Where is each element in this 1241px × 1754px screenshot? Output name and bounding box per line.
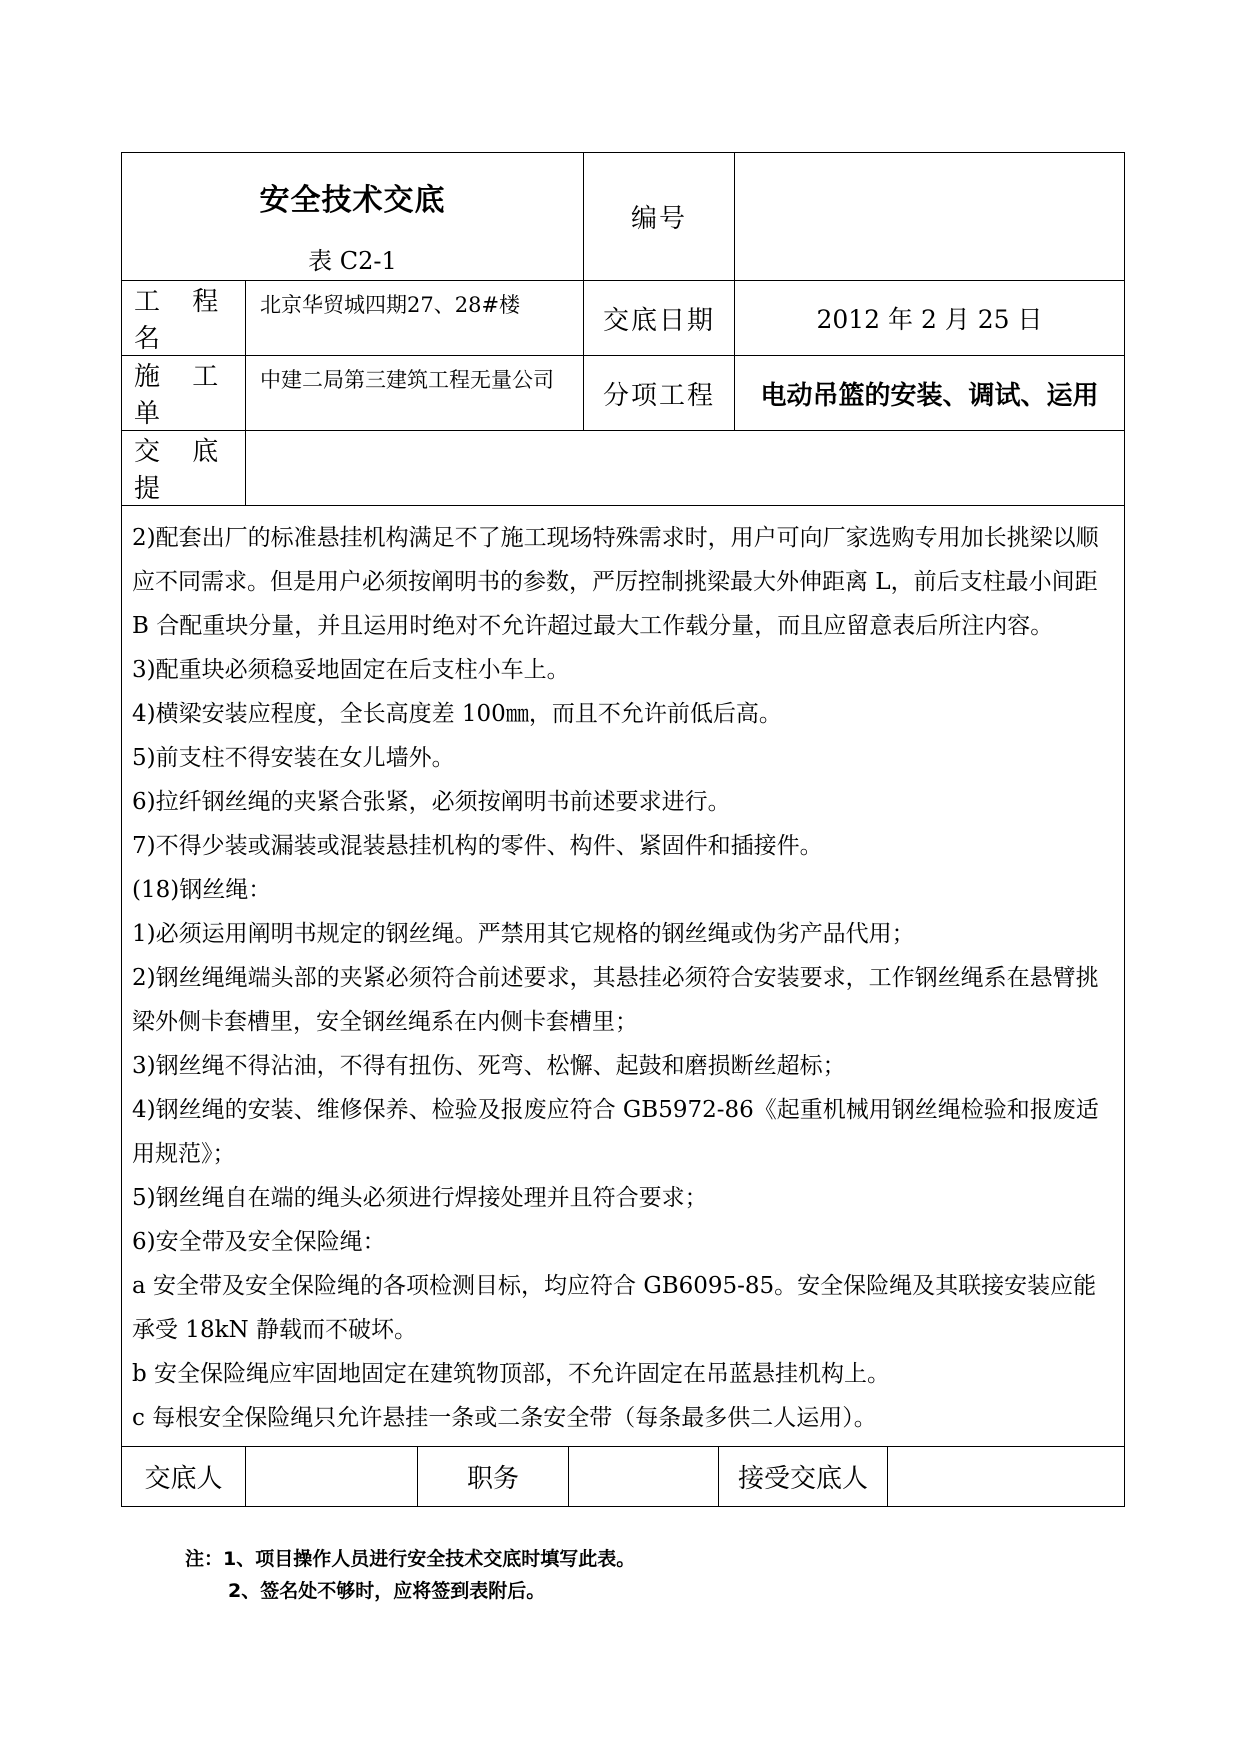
content-paragraph: 6)安全带及安全保险绳：: [132, 1229, 386, 1255]
unit-label: 施 工 单: [122, 356, 246, 431]
discloser-value[interactable]: [246, 1447, 418, 1507]
content-paragraph: 1)必须运用阐明书规定的钢丝绳。严禁用其它规格的钢丝绳或伪劣产品代用；: [132, 921, 915, 947]
receiver-label: 接受交底人: [719, 1447, 888, 1507]
content-paragraph: b 安全保险绳应牢固地固定在建筑物顶部，不允许固定在吊蓝悬挂机构上。: [132, 1361, 891, 1387]
content-paragraph: 2)配套出厂的标准悬挂机构满足不了施工现场特殊需求时，用户可向厂家选购专用加长挑梁以顺应不同需求。但是用户必须按阐明书的参数，严厉控制挑梁最大外伸距离 L，前后支柱最小间距 B 合配重块分量，并且运用时绝对不允许超过最大工作载分量，而且应留意表后所注内容。: [132, 525, 1099, 639]
form-number-code: 表 C2-1: [308, 247, 397, 275]
content-paragraph: 5)钢丝绳自在端的绳头必须进行焊接处理并且符合要求；: [132, 1185, 708, 1211]
form-notes: [185, 1543, 635, 1607]
note-line-1: 注：1、项目操作人员进行安全技术交底时填写此表。: [185, 1548, 636, 1570]
position-label: 职务: [418, 1447, 569, 1507]
content-paragraph: 2)钢丝绳绳端头部的夹紧必须符合前述要求，其悬挂必须符合安装要求，工作钢丝绳系在悬臂挑梁外侧卡套槽里，安全钢丝绳系在内侧卡套槽里；: [132, 965, 1099, 1035]
form-title: 安全技术交底: [259, 183, 446, 218]
disclosure-content: [122, 506, 1125, 1447]
number-value[interactable]: [735, 153, 1125, 281]
project-label: 工 程 名: [122, 281, 246, 356]
content-paragraph: 5)前支柱不得安装在女儿墙外。: [132, 745, 455, 771]
project-value[interactable]: 北京华贸城四期27、28#楼: [246, 281, 584, 356]
content-paragraph: 6)拉纤钢丝绳的夹紧合张紧，必须按阐明书前述要求进行。: [132, 789, 731, 815]
content-paragraph: 3)配重块必须稳妥地固定在后支柱小车上。: [132, 657, 570, 683]
unit-value[interactable]: 中建二局第三建筑工程无量公司: [246, 356, 584, 431]
summary-value[interactable]: [246, 431, 1125, 506]
signature-table: [121, 1447, 1125, 1507]
note-line-2: 2、签名处不够时，应将签到表附后。: [228, 1580, 546, 1602]
discloser-label: 交底人: [122, 1447, 246, 1507]
content-paragraph: 4)钢丝绳的安装、维修保养、检验及报废应符合 GB5972-86《起重机械用钢丝绳检验和报废适用规范》；: [132, 1097, 1099, 1167]
title-cell: [122, 153, 584, 281]
content-paragraph: 7)不得少装或漏装或混装悬挂机构的零件、构件、紧固件和插接件。: [132, 833, 823, 859]
content-paragraph: 3)钢丝绳不得沾油，不得有扭伤、死弯、松懈、起鼓和磨损断丝超标；: [132, 1053, 846, 1079]
position-value[interactable]: [569, 1447, 719, 1507]
subitem-value[interactable]: 电动吊篮的安装、调试、运用: [735, 356, 1125, 431]
content-paragraph: 4)横梁安装应程度，全长高度差 100㎜，而且不允许前低后高。: [132, 701, 782, 727]
receiver-value[interactable]: [888, 1447, 1125, 1507]
form-table: [121, 152, 1125, 1447]
content-paragraph: (18)钢丝绳：: [132, 877, 272, 903]
number-label: 编号: [584, 153, 735, 281]
date-label: 交底日期: [584, 281, 735, 356]
safety-disclosure-form: [121, 152, 1124, 1507]
summary-label: 交 底 提: [122, 431, 246, 506]
content-paragraph: c 每根安全保险绳只允许悬挂一条或二条安全带（每条最多供二人运用）。: [132, 1405, 877, 1431]
subitem-label: 分项工程: [584, 356, 735, 431]
content-paragraph: a 安全带及安全保险绳的各项检测目标，均应符合 GB6095-85。安全保险绳及其联接安装应能承受 18kN 静载而不破坏。: [132, 1273, 1097, 1343]
date-value[interactable]: 2012 年 2 月 25 日: [735, 281, 1125, 356]
